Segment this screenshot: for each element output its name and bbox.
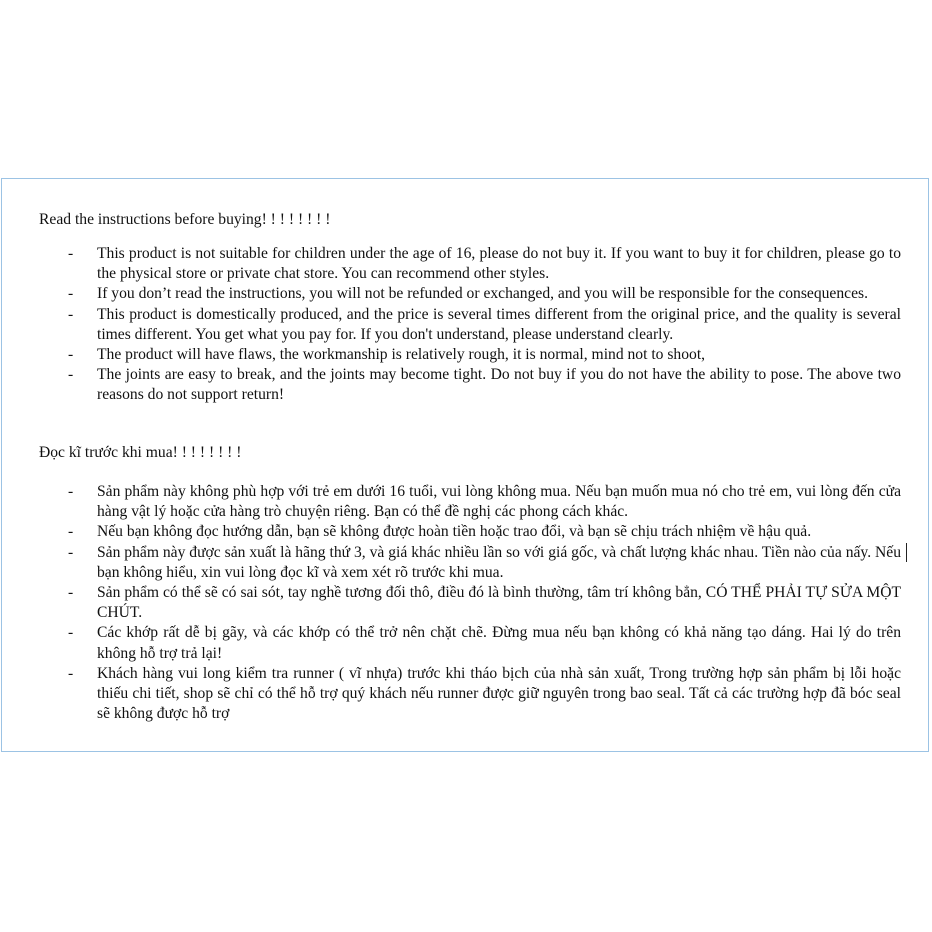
list-item-text: Khách hàng vui long kiểm tra runner ( vĩ nhựa) trước khi tháo bịch của nhà sản xuất, Trong trường hợp sản phẩm bị lỗi hoặc thiếu chi tiết, shop sẽ chỉ có thể hỗ trợ quý khách nếu runner được giữ nguyên trong bao seal. Tất cả các trường hợp đã bóc seal sẽ không được hỗ trợ bbox=[97, 664, 901, 723]
list-item-text: Sản phẩm có thể sẽ có sai sót, tay nghề tương đối thô, điều đó là bình thường, tâm trí không bẳn, CÓ THỂ PHẢI TỰ SỬA MỘT CHÚT. bbox=[97, 584, 901, 622]
bullet-dash: - bbox=[68, 245, 74, 262]
vietnamese-instructions bbox=[39, 443, 901, 724]
bullet-dash: - bbox=[68, 366, 74, 384]
text-cursor-mark bbox=[906, 543, 907, 562]
vietnamese-list bbox=[39, 482, 901, 724]
list-item bbox=[39, 522, 901, 542]
list-item-text: Sản phẩm này không phù hợp với trẻ em dưới 16 tuổi, vui lòng không mua. Nếu bạn muốn mua nó cho trẻ em, vui lòng đến cửa hàng vật lý hoặc cửa hàng trò chuyện riêng. Bạn có thể đề nghị các phong cách khác. bbox=[97, 483, 901, 521]
english-heading: Read the instructions before buying! ! ! ! ! ! ! ! bbox=[39, 211, 331, 228]
list-item-text: The product will have flaws, the workmanship is relatively rough, it is normal, mind not to shoot, bbox=[97, 346, 706, 364]
bullet-dash: - bbox=[68, 346, 74, 364]
english-instructions bbox=[39, 210, 901, 406]
list-item bbox=[39, 244, 901, 284]
bullet-dash: - bbox=[68, 543, 74, 561]
list-item bbox=[39, 305, 901, 345]
list-item-text: Các khớp rất dễ bị gãy, và các khớp có thể trở nên chặt chẽ. Đừng mua nếu bạn không có khả năng tạo dáng. Hai lý do trên không hỗ trợ trả lại! bbox=[97, 624, 901, 662]
list-item bbox=[39, 345, 901, 365]
bullet-dash: - bbox=[68, 624, 74, 642]
list-item bbox=[39, 543, 901, 583]
list-item-text: Nếu bạn không đọc hướng dẫn, bạn sẽ không được hoàn tiền hoặc trao đổi, và bạn sẽ chịu trách nhiệm về hậu quả. bbox=[97, 523, 812, 541]
list-item bbox=[39, 482, 901, 522]
list-item-text: This product is not suitable for children under the age of 16, please do not buy it. If you want to buy it for children, please go to the physical store or private chat store. You can recommend other styles. bbox=[97, 245, 901, 283]
list-item bbox=[39, 583, 901, 623]
bullet-dash: - bbox=[68, 483, 74, 500]
english-list bbox=[39, 244, 901, 406]
bullet-dash: - bbox=[68, 305, 74, 323]
list-item-text: The joints are easy to break, and the joints may become tight. Do not buy if you do not have the ability to pose. The above two reasons do not support return! bbox=[97, 366, 901, 404]
list-item-text: This product is domestically produced, and the price is several times different from the original price, and the quality is several times different. You get what you pay for. If you don't understand, please understand clearly. bbox=[97, 305, 901, 343]
list-item-text: Sản phẩm này được sản xuất là hãng thứ 3, và giá khác nhiều lần so với giá gốc, và chất lượng khác nhau. Tiền nào của nấy. Nếu bạn không hiểu, xin vui lòng đọc kĩ và xem xét rõ trước khi mua. bbox=[97, 543, 901, 581]
vietnamese-heading: Đọc kĩ trước khi mua! ! ! ! ! ! ! ! bbox=[39, 444, 242, 461]
list-item-text: If you don’t read the instructions, you will not be refunded or exchanged, and you will be responsible for the consequences. bbox=[97, 285, 868, 303]
bullet-dash: - bbox=[68, 584, 74, 602]
list-item bbox=[39, 365, 901, 405]
bullet-dash: - bbox=[68, 523, 74, 541]
list-item bbox=[39, 623, 901, 663]
list-item bbox=[39, 284, 901, 304]
list-item bbox=[39, 664, 901, 725]
bullet-dash: - bbox=[68, 285, 74, 303]
bullet-dash: - bbox=[68, 664, 74, 682]
